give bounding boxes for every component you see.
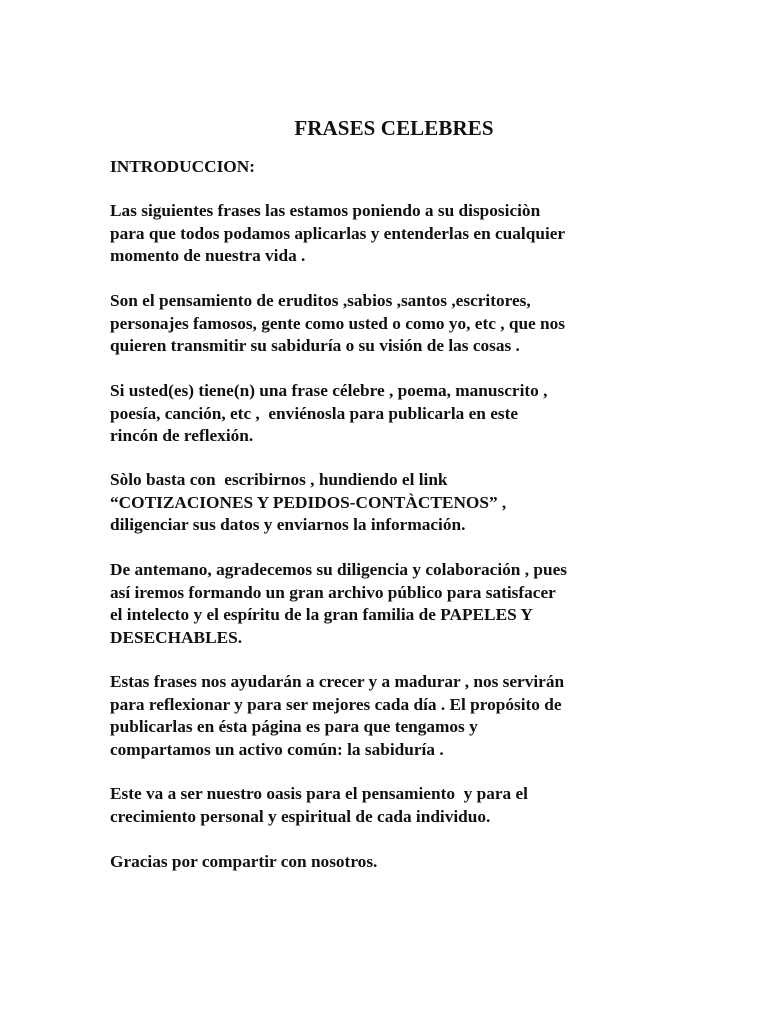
paragraph-line: quieren transmitir su sabiduría o su visión de las cosas . [110, 336, 520, 355]
section-heading: INTRODUCCION: [110, 157, 255, 176]
paragraph-line: para que todos podamos aplicarlas y entenderlas en cualquier [110, 223, 566, 243]
paragraph-contacto [110, 469, 670, 537]
paragraph-line: crecimiento personal y espiritual de cada individuo. [110, 806, 491, 826]
paragraph-line: diligenciar sus datos y enviarnos la información. [110, 515, 466, 534]
paragraph-line: poesía, canción, etc , enviénosla para publicarla en este [110, 403, 519, 423]
paragraph-agradecimiento [110, 559, 670, 649]
paragraph-line: DESECHABLES. [110, 627, 243, 647]
paragraph-line: Las siguientes frases las estamos poniendo a su disposiciòn [110, 201, 541, 220]
paragraph-line: Sòlo basta con escribirnos , hundiendo el link [110, 470, 448, 489]
paragraph-line: así iremos formando un gran archivo público para satisfacer [110, 582, 556, 602]
paragraph-line: momento de nuestra vida . [110, 246, 306, 265]
paragraph-line: De antemano, agradecemos su diligencia y colaboración , pues [110, 560, 567, 579]
page-title: FRASES CELEBRES [294, 116, 494, 140]
paragraph-proposito [110, 671, 670, 761]
paragraph-line: “COTIZACIONES Y PEDIDOS-CONTÀCTENOS” , [110, 492, 507, 512]
paragraph-line: rincón de reflexión. [110, 426, 254, 445]
paragraph-gracias [110, 851, 670, 874]
paragraph-line: publicarlas en ésta página es para que tengamos y [110, 717, 478, 736]
paragraph-disposicion [110, 200, 670, 268]
paragraph-pensamiento [110, 290, 670, 358]
paragraph-frase-celebre [110, 380, 670, 448]
paragraph-line: personajes famosos, gente como usted o como yo, etc , que nos [110, 313, 566, 333]
paragraph-line: Son el pensamiento de eruditos ,sabios ,santos ,escritores, [110, 291, 531, 310]
paragraph-line: Gracias por compartir con nosotros. [110, 852, 378, 871]
paragraph-line: compartamos un activo común: la sabiduría . [110, 739, 444, 759]
paragraph-line: Este va a ser nuestro oasis para el pensamiento y para el [110, 784, 528, 803]
paragraph-line: para reflexionar y para ser mejores cada día . El propósito de [110, 694, 562, 714]
paragraph-line: el intelecto y el espíritu de la gran familia de PAPELES Y [110, 605, 533, 624]
paragraph-line: Estas frases nos ayudarán a crecer y a madurar , nos servirán [110, 672, 565, 691]
paragraph-oasis [110, 783, 670, 828]
paragraph-line: Si usted(es) tiene(n) una frase célebre , poema, manuscrito , [110, 381, 548, 400]
